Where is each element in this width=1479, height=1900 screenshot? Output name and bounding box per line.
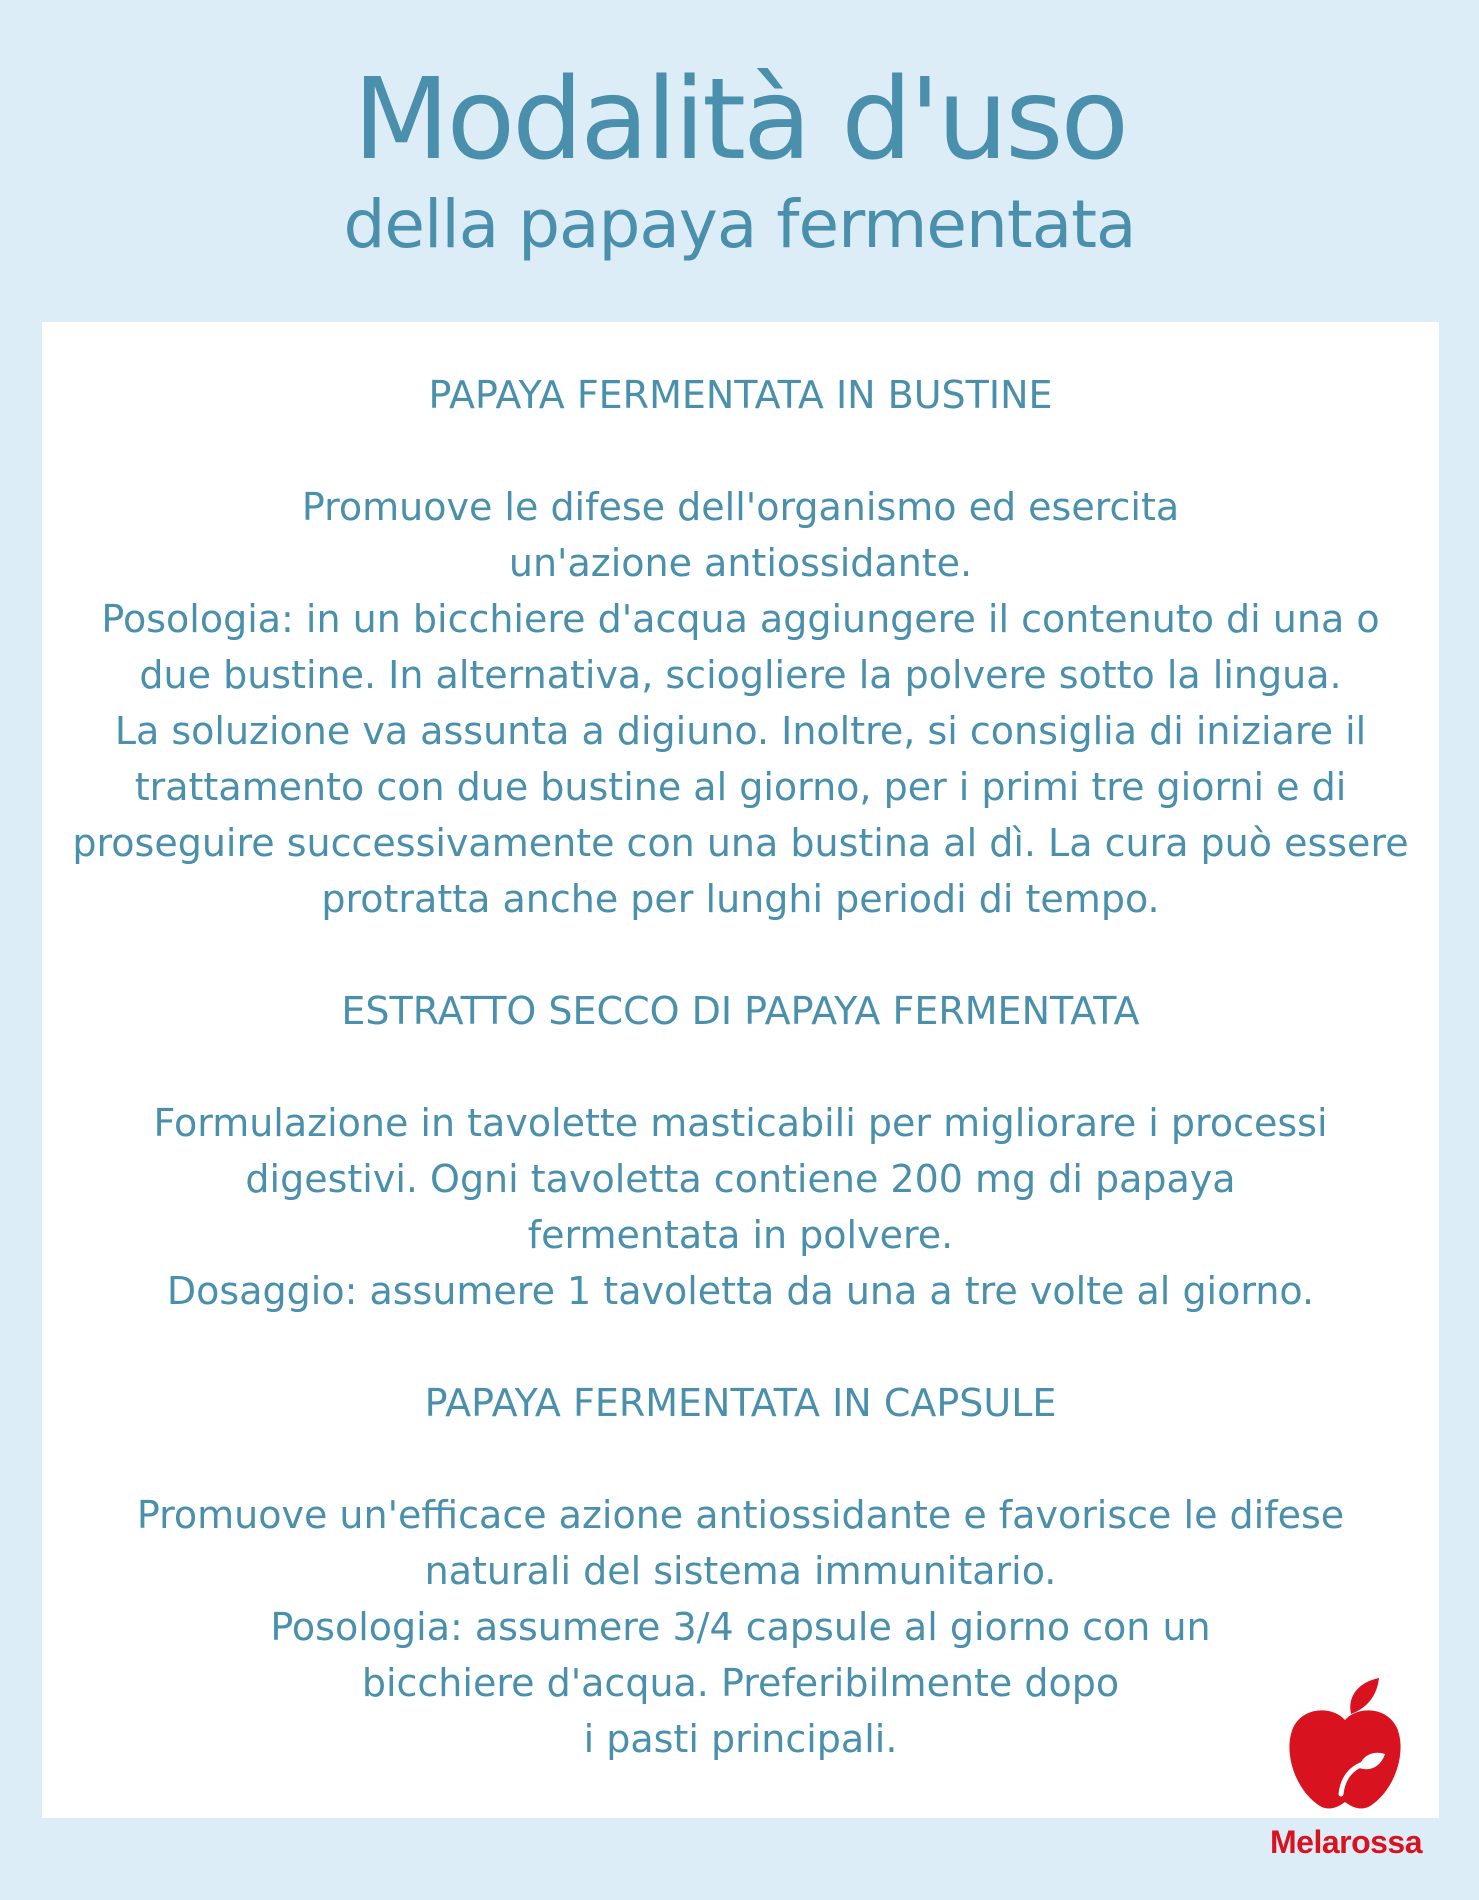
text-line: due bustine. In alternativa, sciogliere la polvere sotto la lingua. (139, 653, 1342, 697)
melarossa-logo (1251, 1676, 1441, 1896)
content-card (42, 322, 1439, 1818)
text-line: Dosaggio: assumere 1 tavoletta da una a tre volte al giorno. (166, 1269, 1315, 1313)
text-line: Posologia: in un bicchiere d'acqua aggiungere il contenuto di una o (101, 597, 1380, 641)
text-line: digestivi. Ogni tavoletta contiene 200 mg di papaya (245, 1157, 1236, 1201)
text-line: La soluzione va assunta a digiuno. Inoltre, si consiglia di iniziare il (114, 709, 1367, 753)
apple-icon (1281, 1676, 1411, 1816)
text-line: protratta anche per lunghi periodi di tempo. (321, 877, 1160, 921)
section-heading: ESTRATTO SECCO DI PAPAYA FERMENTATA (341, 989, 1140, 1033)
section-bustine (42, 367, 1439, 927)
brand-name: Melarossa (1269, 1824, 1423, 1860)
text-line: trattamento con due bustine al giorno, per i primi tre giorni e di (134, 765, 1347, 809)
section-capsule (42, 1375, 1439, 1767)
text-line: fermentata in polvere. (527, 1213, 954, 1257)
text-line: bicchiere d'acqua. Preferibilmente dopo (361, 1661, 1120, 1705)
section-text (42, 479, 1439, 927)
text-line: naturali del sistema immunitario. (424, 1549, 1057, 1593)
text-line: Posologia: assumere 3/4 capsule al giorno con un (270, 1605, 1211, 1649)
text-line: proseguire successivamente con una bustina al dì. La cura può essere (72, 821, 1409, 865)
text-line: Formulazione in tavolette masticabili per migliorare i processi (153, 1101, 1328, 1145)
section-text (42, 1487, 1439, 1767)
page-title: Modalità d'uso (352, 55, 1126, 185)
page-subtitle: della papaya fermentata (343, 186, 1136, 263)
page-header (0, 55, 1479, 265)
section-text (42, 1095, 1439, 1319)
section-heading: PAPAYA FERMENTATA IN BUSTINE (428, 373, 1053, 417)
section-estratto (42, 983, 1439, 1319)
text-line: Promuove le difese dell'organismo ed esercita (301, 485, 1180, 529)
content-body (42, 367, 1439, 1767)
section-heading: PAPAYA FERMENTATA IN CAPSULE (424, 1381, 1057, 1425)
text-line: Promuove un'efficace azione antiossidante e favorisce le difese (136, 1493, 1345, 1537)
text-line: i pasti principali. (583, 1717, 898, 1761)
text-line: un'azione antiossidante. (508, 541, 973, 585)
